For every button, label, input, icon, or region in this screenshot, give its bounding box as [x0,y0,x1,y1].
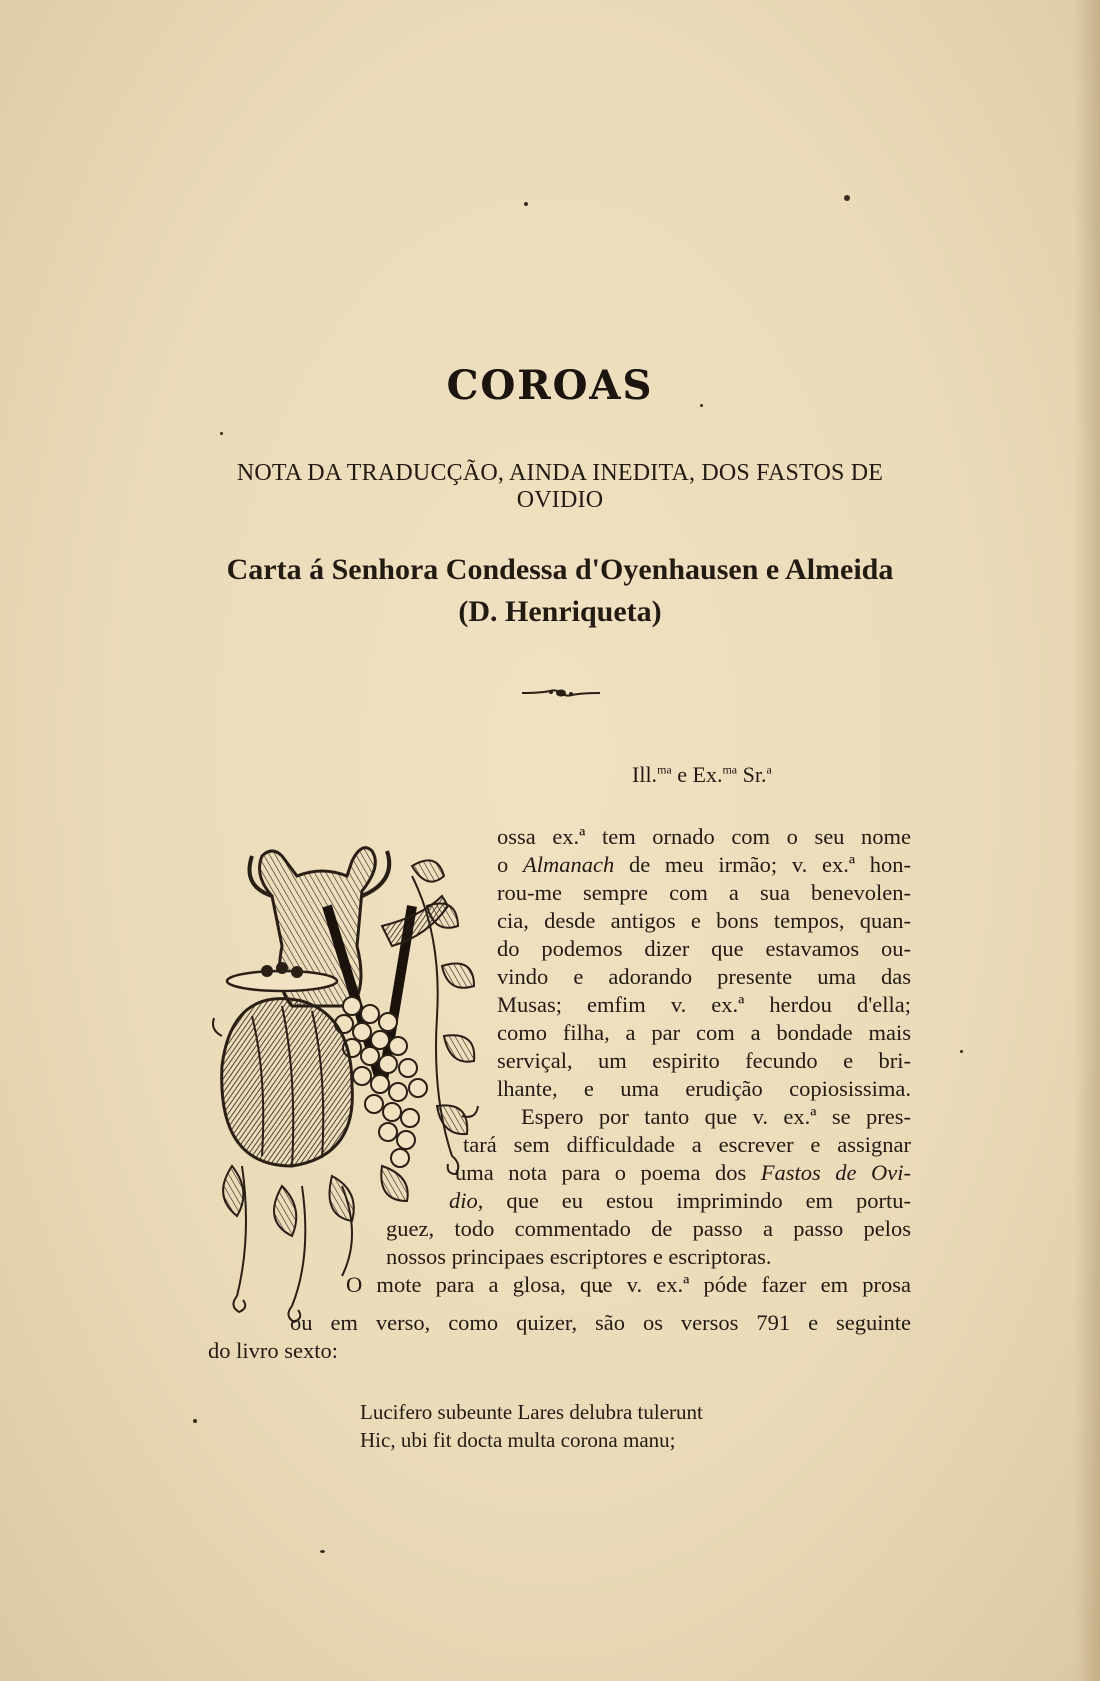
text-line: tará sem difficuldade a escrever e assignar [463,1132,911,1157]
text-line: nossos principaes escriptores e escriptoras. [386,1244,772,1269]
salutation-part: Ill. [632,762,658,787]
salutation-sup: ma [722,762,738,777]
letter-heading [200,549,920,633]
letter-heading-line-1: Carta á Senhora Condessa d'Oyenhausen e Almeida [226,553,894,586]
text-line: rou-me sempre com a sua benevolen- [497,880,911,905]
text-span: de meu irmão; v. ex.ª hon- [614,852,912,877]
text-span: , que eu estou imprimindo em portu- [477,1188,911,1213]
page-title: COROAS [446,362,654,409]
text-line: guez, todo commentado de passo a passo pelos [386,1216,911,1241]
text-line: Musas; emfim v. ex.ª herdou d'ella; [497,992,911,1017]
salutation-sup: ma [657,762,672,777]
salutation-part: Sr. [737,762,767,787]
page-edge-shadow [1074,0,1100,1681]
text-line [455,1158,911,1187]
salutation [632,762,772,788]
text-line [449,1186,911,1215]
text-line: O mote para a glosa, que v. ex.ª póde fazer em prosa [346,1272,911,1297]
text-line: como filha, a par com a bondade mais [497,1020,911,1045]
latin-verse-line-1: Lucifero subeunte Lares delubra tulerunt [360,1400,703,1424]
text-line: ou em verso, como quizer, são os versos 791 e seguinte [290,1310,911,1335]
text-line: ossa ex.ª tem ornado com o seu nome [497,824,911,849]
text-line [497,850,911,879]
latin-verse-line-2: Hic, ubi fit docta multa corona manu; [360,1428,676,1452]
italic-title-almanach: Almanach [522,852,615,877]
text-line: Espero por tanto que v. ex.ª se pres- [521,1104,911,1129]
salutation-part: e Ex. [671,762,723,787]
italic-title-fastos-end: dio [449,1188,478,1213]
text-line: serviçal, um espirito fecundo e bri- [497,1048,911,1073]
subtitle: NOTA DA TRADUCÇÃO, AINDA INEDITA, DOS FASTOS DE OVIDIO [236,460,884,513]
text-line: lhante, e uma erudição copiosissima. [497,1076,911,1101]
text-line: vindo e adorando presente uma das [497,964,911,989]
letter-heading-line-2: (D. Henriqueta) [458,595,662,628]
salutation-sup: a [766,762,772,777]
text-span: uma nota para o poema dos [455,1160,761,1185]
text-line: do livro sexto: [208,1338,338,1363]
divider-ornament [520,686,602,700]
text-span: o [497,852,523,877]
text-line: cia, desde antigos e bons tempos, quan- [497,908,911,933]
text-line: do podemos dizer que estavamos ou- [497,936,911,961]
italic-title-fastos: Fastos de Ovi- [760,1160,911,1185]
